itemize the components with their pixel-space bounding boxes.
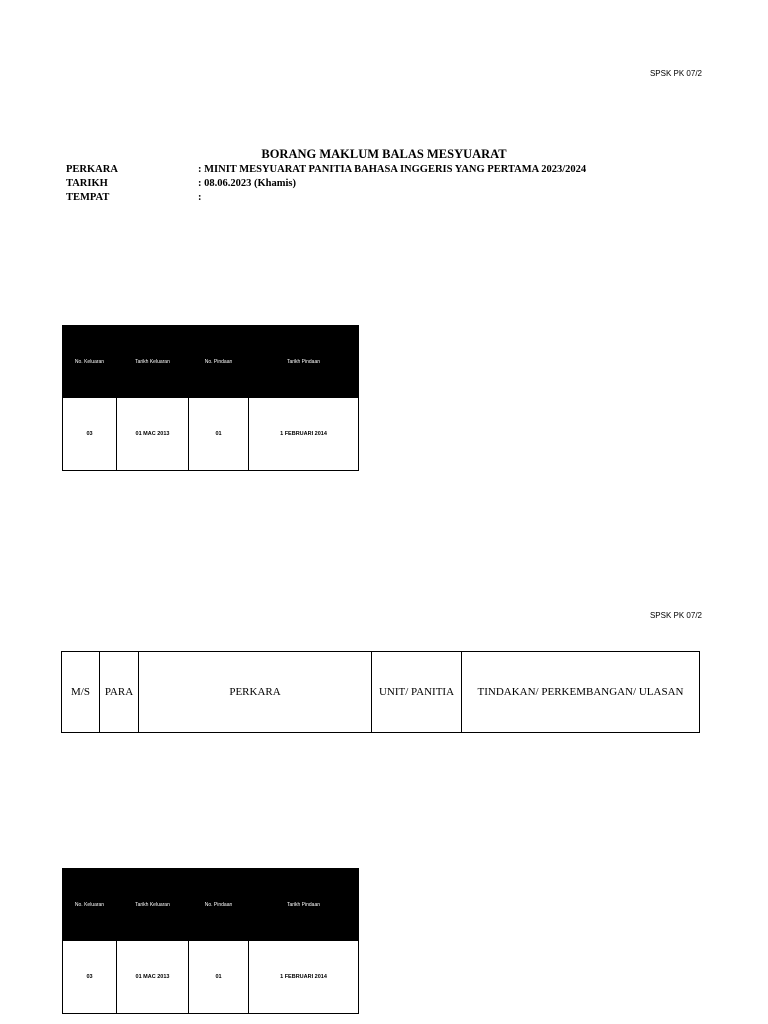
perkara-label: PERKARA bbox=[66, 164, 118, 175]
revision-table bbox=[62, 325, 359, 471]
value-no-pindaan: 01 bbox=[189, 398, 249, 471]
header-no-keluaran: No. Keluaran bbox=[63, 869, 117, 941]
header-tarikh-pindaan: Tarikh Pindaan bbox=[249, 869, 359, 941]
value-tarikh-pindaan: 1 FEBRUARI 2014 bbox=[249, 398, 359, 471]
revision-value-row bbox=[63, 941, 359, 1014]
header-ms: M/S bbox=[62, 652, 100, 733]
header-tindakan: TINDAKAN/ PERKEMBANGAN/ ULASAN bbox=[462, 652, 700, 733]
value-tarikh-keluaran: 01 MAC 2013 bbox=[117, 398, 189, 471]
header-unit-panitia: UNIT/ PANITIA bbox=[372, 652, 462, 733]
tarikh-value: : 08.06.2023 (Khamis) bbox=[198, 178, 296, 189]
header-no-keluaran: No. Keluaran bbox=[63, 326, 117, 398]
value-no-keluaran: 03 bbox=[63, 398, 117, 471]
page-title: BORANG MAKLUM BALAS MESYUARAT bbox=[261, 147, 507, 161]
document-code-page-2: SPSK PK 07/2 bbox=[649, 611, 702, 620]
tempat-value: : bbox=[198, 192, 202, 203]
tarikh-label: TARIKH bbox=[66, 178, 108, 189]
value-tarikh-keluaran: 01 MAC 2013 bbox=[117, 941, 189, 1014]
value-no-pindaan: 01 bbox=[189, 941, 249, 1014]
minutes-table bbox=[61, 651, 700, 733]
header-para: PARA bbox=[100, 652, 139, 733]
header-no-pindaan: No. Pindaan bbox=[189, 326, 249, 398]
minutes-header-row bbox=[62, 652, 700, 733]
tempat-label: TEMPAT bbox=[66, 192, 110, 203]
revision-header-row bbox=[63, 869, 359, 941]
header-no-pindaan: No. Pindaan bbox=[189, 869, 249, 941]
perkara-value: : MINIT MESYUARAT PANITIA BAHASA INGGERIS YANG PERTAMA 2023/2024 bbox=[198, 164, 587, 175]
value-tarikh-pindaan: 1 FEBRUARI 2014 bbox=[249, 941, 359, 1014]
revision-header-row bbox=[63, 326, 359, 398]
value-no-keluaran: 03 bbox=[63, 941, 117, 1014]
header-tarikh-keluaran: Tarikh Keluaran bbox=[117, 326, 189, 398]
header-perkara: PERKARA bbox=[139, 652, 372, 733]
revision-value-row bbox=[63, 398, 359, 471]
header-tarikh-pindaan: Tarikh Pindaan bbox=[249, 326, 359, 398]
header-tarikh-keluaran: Tarikh Keluaran bbox=[117, 869, 189, 941]
revision-table-2 bbox=[62, 868, 359, 1014]
document-code: SPSK PK 07/2 bbox=[649, 69, 702, 78]
